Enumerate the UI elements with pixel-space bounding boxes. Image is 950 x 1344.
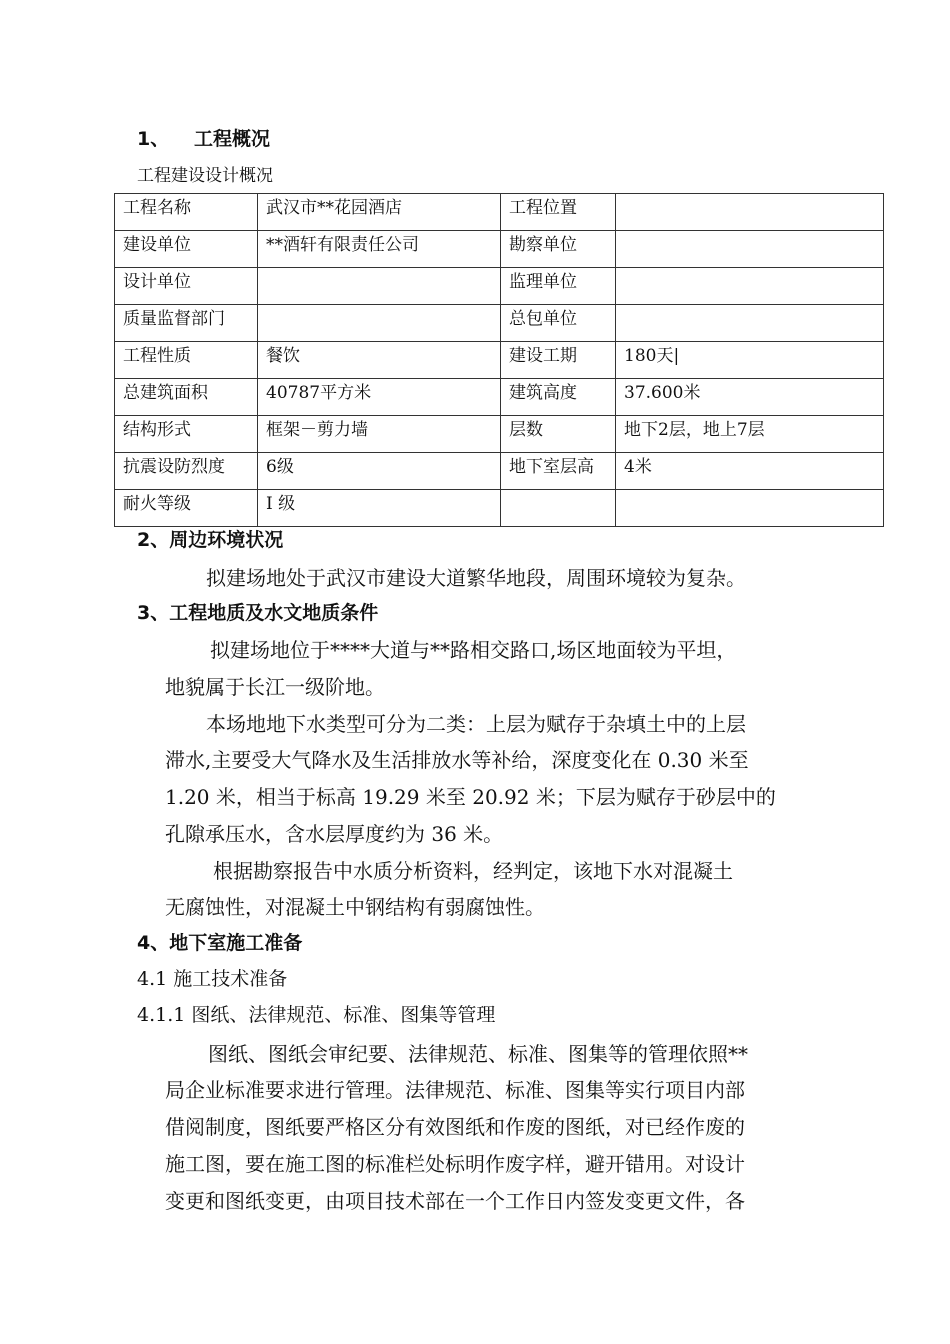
table-cell: 结构形式 xyxy=(115,416,258,453)
table-cell xyxy=(501,490,616,527)
table-cell xyxy=(616,490,884,527)
table-row xyxy=(115,342,884,379)
table-cell: 耐火等级 xyxy=(115,490,258,527)
section-3-p1-line: 拟建场地位于****大道与**路相交路口,场区地面较为平坦， xyxy=(210,638,737,662)
table-cell xyxy=(258,305,501,342)
section-2-title: 2、周边环境状况 xyxy=(137,529,284,551)
table-cell: 工程位置 xyxy=(501,194,616,231)
table-cell xyxy=(258,268,501,305)
table-cell: 6级 xyxy=(258,453,501,490)
table-cell: 勘察单位 xyxy=(501,231,616,268)
section-1-title: 工程概况 xyxy=(194,128,271,150)
table-cell: 工程性质 xyxy=(115,342,258,379)
section-3-p3-line: 根据勘察报告中水质分析资料，经判定，该地下水对混凝土 xyxy=(213,859,733,883)
section-2-paragraph: 拟建场地处于武汉市建设大道繁华地段，周围环境较为复杂。 xyxy=(206,566,746,590)
section-3-title: 3、工程地质及水文地质条件 xyxy=(137,602,379,624)
table-cell: 4米 xyxy=(616,453,884,490)
subsection-4-1-1-title: 4.1.1 图纸、法律规范、标准、图集等管理 xyxy=(137,1004,496,1026)
table-caption: 工程建设设计概况 xyxy=(137,166,273,186)
table-cell: 框架－剪力墙 xyxy=(258,416,501,453)
table-row xyxy=(115,490,884,527)
table-row xyxy=(115,231,884,268)
section-4-p1-line: 局企业标准要求进行管理。法律规范、标准、图集等实行项目内部 xyxy=(165,1078,745,1102)
table-cell: 抗震设防烈度 xyxy=(115,453,258,490)
table-cell: 武汉市**花园酒店 xyxy=(258,194,501,231)
table-cell: **酒轩有限责任公司 xyxy=(258,231,501,268)
section-4-title: 4、地下室施工准备 xyxy=(137,932,303,954)
table-cell: 总包单位 xyxy=(501,305,616,342)
table-cell: 建设单位 xyxy=(115,231,258,268)
table-cell xyxy=(616,231,884,268)
section-4-p1-line: 变更和图纸变更，由项目技术部在一个工作日内签发变更文件，各 xyxy=(165,1189,745,1213)
table-cell: 建设工期 xyxy=(501,342,616,379)
table-cell: 地下2层，地上7层 xyxy=(616,416,884,453)
table-cell: 37.600米 xyxy=(616,379,884,416)
subsection-4-1-title: 4.1 施工技术准备 xyxy=(137,968,288,990)
section-4-p1-line: 图纸、图纸会审纪要、法律规范、标准、图集等的管理依照** xyxy=(208,1042,748,1066)
table-row xyxy=(115,194,884,231)
section-3-p1-line: 地貌属于长江一级阶地。 xyxy=(165,675,385,699)
project-info-table-body xyxy=(115,194,884,527)
section-3-p2-line: 1.20 米，相当于标高 19.29 米至 20.92 米；下层为赋存于砂层中的 xyxy=(165,785,776,809)
table-cell: 40787平方米 xyxy=(258,379,501,416)
section-1-number: 1、 xyxy=(137,128,170,150)
table-cell: 总建筑面积 xyxy=(115,379,258,416)
section-3-p3-line: 无腐蚀性，对混凝土中钢结构有弱腐蚀性。 xyxy=(165,895,545,919)
table-cell: 监理单位 xyxy=(501,268,616,305)
table-cell xyxy=(616,268,884,305)
table-row xyxy=(115,453,884,490)
table-cell: 设计单位 xyxy=(115,268,258,305)
table-cell: 工程名称 xyxy=(115,194,258,231)
section-4-p1-line: 借阅制度，图纸要严格区分有效图纸和作废的图纸，对已经作废的 xyxy=(165,1115,745,1139)
section-4-p1-line: 施工图，要在施工图的标准栏处标明作废字样，避开错用。对设计 xyxy=(165,1152,745,1176)
table-row xyxy=(115,268,884,305)
table-cell xyxy=(616,305,884,342)
table-cell: 餐饮 xyxy=(258,342,501,379)
table-cell xyxy=(616,194,884,231)
section-3-p2-line: 滞水,主要受大气降水及生活排放水等补给，深度变化在 0.30 米至 xyxy=(165,748,749,772)
table-cell: 地下室层高 xyxy=(501,453,616,490)
table-cell: 180天| xyxy=(616,342,884,379)
table-cell: 建筑高度 xyxy=(501,379,616,416)
table-cell: 质量监督部门 xyxy=(115,305,258,342)
table-cell: 层数 xyxy=(501,416,616,453)
table-cell: Ⅰ 级 xyxy=(258,490,501,527)
section-3-p2-line: 孔隙承压水，含水层厚度约为 36 米。 xyxy=(165,822,504,846)
table-row xyxy=(115,305,884,342)
section-3-p2-line: 本场地地下水类型可分为二类：上层为赋存于杂填土中的上层 xyxy=(206,712,746,736)
project-info-table xyxy=(114,193,884,527)
table-row xyxy=(115,379,884,416)
table-row xyxy=(115,416,884,453)
